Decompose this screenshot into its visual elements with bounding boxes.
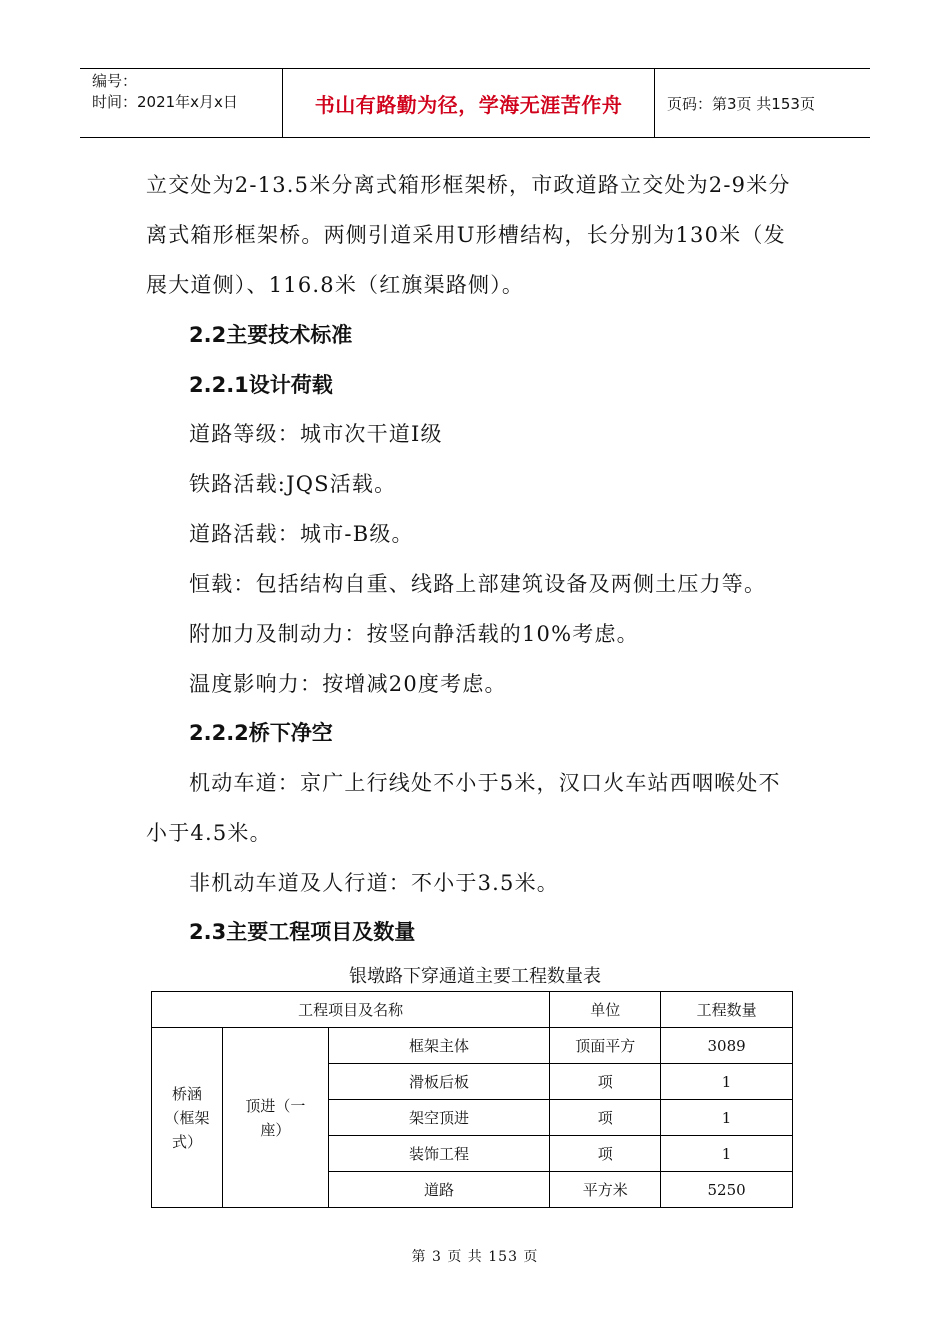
motor-lane-clearance-2: 小于4.5米。 xyxy=(146,821,272,845)
heading-2-3: 2.3主要工程项目及数量 xyxy=(189,920,416,944)
quantity-table xyxy=(151,991,793,1208)
row-unit: 顶面平方 xyxy=(550,1028,661,1064)
header-meta xyxy=(80,69,283,137)
page-header xyxy=(80,68,870,138)
row-qty: 1 xyxy=(661,1100,793,1136)
body-line-3: 展大道侧）、116.8米（红旗渠路侧）。 xyxy=(146,273,525,297)
non-motor-clearance: 非机动车道及人行道：不小于3.5米。 xyxy=(189,871,559,895)
row-name: 道路 xyxy=(328,1172,550,1208)
road-live-load: 道路活载：城市-B级。 xyxy=(189,522,414,546)
row-unit: 项 xyxy=(550,1100,661,1136)
row-unit: 平方米 xyxy=(550,1172,661,1208)
table-header-row xyxy=(152,992,793,1028)
row-unit: 项 xyxy=(550,1136,661,1172)
body-line-2: 离式箱形框架桥。两侧引道采用U形槽结构，长分别为130米（发 xyxy=(146,223,786,247)
row-qty: 5250 xyxy=(661,1172,793,1208)
row-name: 框架主体 xyxy=(328,1028,550,1064)
header-quantity: 工程数量 xyxy=(661,992,793,1028)
heading-2-2-1: 2.2.1设计荷载 xyxy=(189,373,333,397)
header-item-name: 工程项目及名称 xyxy=(152,992,550,1028)
header-motto: 书山有路勤为径，学海无涯苦作舟 xyxy=(283,69,655,137)
table-row xyxy=(152,1028,793,1064)
row-unit: 项 xyxy=(550,1064,661,1100)
doc-date-label: 时间：2021年x月x日 xyxy=(92,93,238,111)
motor-lane-clearance-1: 机动车道：京广上行线处不小于5米，汉口火车站西咽喉处不 xyxy=(189,771,781,795)
braking-force: 附加力及制动力：按竖向静活载的10%考虑。 xyxy=(189,622,639,646)
group-jacking: 顶进（一 座） xyxy=(222,1028,328,1208)
page-footer: 第 3 页 共 153 页 xyxy=(411,1249,539,1265)
row-name: 架空顶进 xyxy=(328,1100,550,1136)
doc-number-label: 编号： xyxy=(92,72,138,90)
row-qty: 1 xyxy=(661,1136,793,1172)
temperature-effect: 温度影响力：按增减20度考虑。 xyxy=(189,672,507,696)
row-qty: 3089 xyxy=(661,1028,793,1064)
row-name: 装饰工程 xyxy=(328,1136,550,1172)
header-page-info: 页码：第3页 共153页 xyxy=(667,94,815,113)
road-grade: 道路等级：城市次干道Ⅰ级 xyxy=(189,422,443,446)
row-qty: 1 xyxy=(661,1064,793,1100)
table-caption: 银墩路下穿通道主要工程数量表 xyxy=(349,966,601,987)
heading-2-2-2: 2.2.2桥下净空 xyxy=(189,721,333,745)
row-name: 滑板后板 xyxy=(328,1064,550,1100)
heading-2-2: 2.2主要技术标准 xyxy=(189,323,353,347)
body-line-1: 立交处为2-13.5米分离式箱形框架桥，市政道路立交处为2-9米分 xyxy=(146,173,791,197)
rail-live-load: 铁路活载:JQS活载。 xyxy=(189,472,397,496)
group-bridge-culvert: 桥涵 （框架 式） xyxy=(152,1028,223,1208)
header-unit: 单位 xyxy=(550,992,661,1028)
dead-load: 恒载：包括结构自重、线路上部建筑设备及两侧土压力等。 xyxy=(189,572,767,596)
